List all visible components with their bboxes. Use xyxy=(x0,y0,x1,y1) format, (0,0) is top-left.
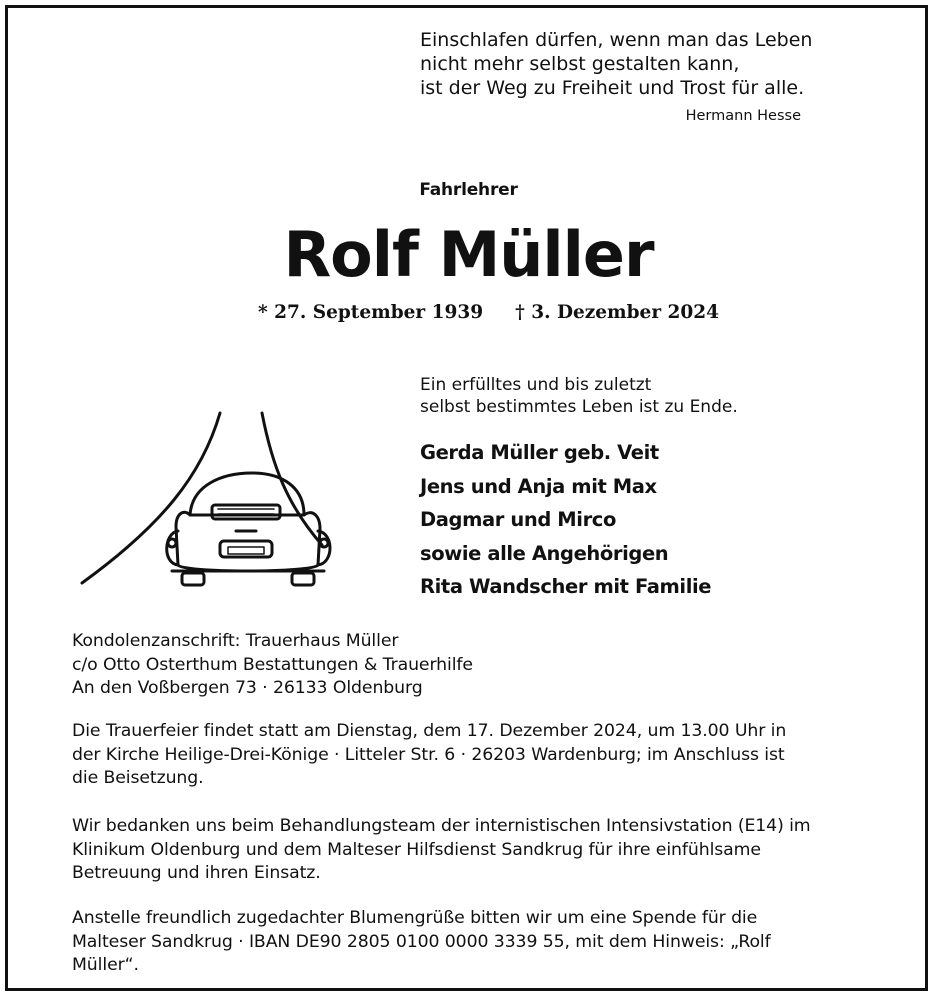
tagline-line: selbst bestimmtes Leben ist zu Ende. xyxy=(420,397,738,417)
poem-author: Hermann Hesse xyxy=(685,108,801,124)
poem xyxy=(420,28,812,100)
donation-notice xyxy=(72,907,771,978)
condolence-line: c/o Otto Osterthum Bestattungen & Trauerhilfe xyxy=(72,654,473,675)
mourner: Jens und Anja mit Max xyxy=(420,474,657,498)
life-dates xyxy=(258,302,719,323)
thanks-line: Wir bedanken uns beim Behandlungsteam der internistischen Intensivstation (E14) im xyxy=(72,816,811,836)
condolence-address xyxy=(72,630,473,701)
funeral-notice xyxy=(72,720,786,791)
thanks-line: Betreuung und ihren Einsatz. xyxy=(72,863,321,883)
donation-line: Anstelle freundlich zugedachter Blumengrüße bitten wir um eine Spende für die xyxy=(72,908,758,928)
death-date: † 3. Dezember 2024 xyxy=(515,302,720,323)
mourner: sowie alle Angehörigen xyxy=(420,541,669,565)
condolence-line: Kondolenzanschrift: Trauerhaus Müller xyxy=(72,631,399,651)
tagline-line: Ein erfülltes und bis zuletzt xyxy=(420,375,652,395)
mourner: Rita Wandscher mit Familie xyxy=(420,575,712,598)
funeral-line: die Beisetzung. xyxy=(72,768,204,788)
donation-line: Müller“. xyxy=(72,955,139,975)
profession: Fahrlehrer xyxy=(419,180,518,200)
tagline xyxy=(420,374,738,418)
poem-line: Einschlafen dürfen, wenn man das Leben xyxy=(420,29,813,51)
birth-date: * 27. September 1939 xyxy=(258,302,484,323)
mourner: Gerda Müller geb. Veit xyxy=(420,441,659,464)
donation-line: Malteser Sandkrug · IBAN DE90 2805 0100 0000 3339 55, mit dem Hinweis: „Rolf xyxy=(72,931,771,952)
funeral-line: Die Trauerfeier findet statt am Dienstag, dem 17. Dezember 2024, um 13.00 Uhr in xyxy=(72,721,787,741)
thanks-notice xyxy=(72,815,811,886)
car-on-road-illustration xyxy=(72,405,392,605)
thanks-line: Klinikum Oldenburg und dem Malteser Hilfsdienst Sandkrug für ihre einfühlsame xyxy=(72,839,761,860)
funeral-line: der Kirche Heilige-Drei-Könige · Litteler Str. 6 · 26203 Wardenburg; im Anschluss ist xyxy=(72,744,785,765)
condolence-line: An den Voßbergen 73 · 26133 Oldenburg xyxy=(72,678,423,698)
poem-line: ist der Weg zu Freiheit und Trost für alle. xyxy=(420,77,805,99)
mourner: Dagmar und Mirco xyxy=(420,508,616,531)
poem-line: nicht mehr selbst gestalten kann, xyxy=(420,53,740,75)
mourners-list xyxy=(420,436,711,604)
deceased-name: Rolf Müller xyxy=(283,218,654,291)
